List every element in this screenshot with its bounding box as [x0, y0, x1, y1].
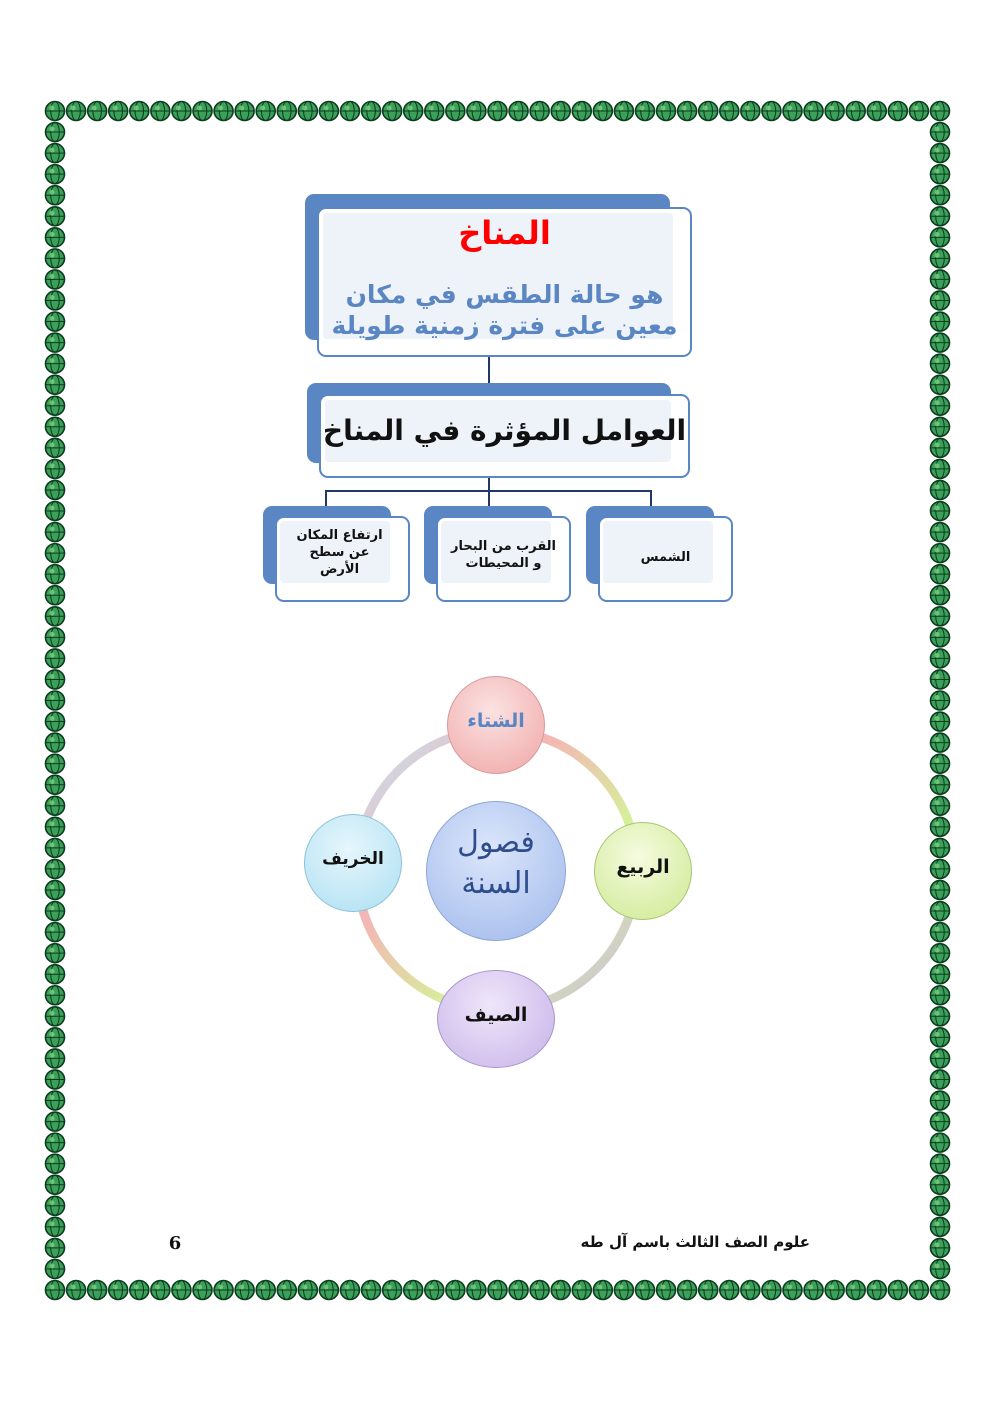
globe-icon — [362, 1281, 381, 1300]
globe-icon — [235, 102, 254, 121]
globe-icon — [804, 1281, 823, 1300]
factor-altitude-line1: ارتفاع المكان — [296, 528, 383, 543]
globe-icon — [931, 712, 950, 731]
globe-icon — [931, 375, 950, 394]
tree-drop-right — [650, 490, 652, 506]
globe-icon — [931, 291, 950, 310]
globe-icon — [446, 102, 465, 121]
globe-icon — [931, 944, 950, 963]
globe-icon — [931, 544, 950, 563]
globe-icon — [88, 1281, 107, 1300]
globe-icon — [931, 1133, 950, 1152]
globe-icon — [46, 880, 65, 899]
globe-icon — [931, 1091, 950, 1110]
globe-icon — [46, 986, 65, 1005]
globe-icon — [762, 1281, 781, 1300]
globe-icon — [425, 1281, 444, 1300]
globe-icon — [762, 102, 781, 121]
globe-icon — [151, 102, 170, 121]
tree-drop-left — [325, 490, 327, 506]
globe-icon — [172, 102, 191, 121]
globe-icon — [46, 417, 65, 436]
globe-icon — [46, 1070, 65, 1089]
globe-icon — [46, 796, 65, 815]
globe-icon — [46, 607, 65, 626]
globe-icon — [383, 1281, 402, 1300]
globe-icon — [846, 102, 865, 121]
climate-title: المناخ — [458, 214, 551, 252]
season-autumn-label: الخريف — [322, 849, 384, 869]
globe-icon — [46, 480, 65, 499]
globe-icon — [699, 102, 718, 121]
globe-icon — [931, 817, 950, 836]
globe-icon — [931, 838, 950, 857]
globe-icon — [46, 123, 65, 142]
globe-icon — [341, 102, 360, 121]
climate-definition-line2: معين على فترة زمنية طويلة — [331, 311, 678, 340]
globe-icon — [825, 1281, 844, 1300]
globe-icon — [46, 1175, 65, 1194]
globe-icon — [867, 1281, 886, 1300]
globe-icon — [931, 123, 950, 142]
globe-icon — [46, 375, 65, 394]
globe-icon — [931, 586, 950, 605]
globe-icon — [636, 1281, 655, 1300]
globe-icon — [572, 102, 591, 121]
globe-icon — [931, 228, 950, 247]
globe-icon — [130, 1281, 149, 1300]
globe-icon — [530, 1281, 549, 1300]
tree-drop-mid — [488, 490, 490, 506]
globe-icon — [593, 102, 612, 121]
globe-icon — [657, 1281, 676, 1300]
globe-icon — [931, 986, 950, 1005]
globe-icon — [46, 1281, 65, 1300]
globe-icon — [109, 102, 128, 121]
globe-icon — [931, 796, 950, 815]
factor-seas-line1: القرب من البحار — [450, 539, 557, 554]
globe-icon — [46, 1196, 65, 1215]
globe-icon — [46, 859, 65, 878]
globe-icon — [319, 1281, 338, 1300]
season-summer-label: الصيف — [464, 1004, 528, 1026]
season-spring-label: الربيع — [616, 856, 670, 878]
globe-icon — [931, 396, 950, 415]
connector-line — [488, 357, 490, 383]
globe-icon — [46, 396, 65, 415]
globe-icon — [888, 1281, 907, 1300]
globe-icon — [931, 775, 950, 794]
globe-icon — [235, 1281, 254, 1300]
globe-icon — [720, 102, 739, 121]
globe-icon — [46, 754, 65, 773]
globe-icon — [931, 1154, 950, 1173]
globe-icon — [509, 1281, 528, 1300]
globe-icon — [46, 186, 65, 205]
globe-icon — [46, 544, 65, 563]
factors-heading: العوامل المؤثرة في المناخ — [322, 414, 687, 447]
globe-icon — [530, 102, 549, 121]
globe-icon — [67, 1281, 86, 1300]
globe-icon — [109, 1281, 128, 1300]
globe-icon — [931, 1259, 950, 1278]
globe-icon — [678, 1281, 697, 1300]
globe-icon — [46, 1259, 65, 1278]
globe-icon — [931, 607, 950, 626]
factor-seas-line2: و المحيطات — [465, 556, 542, 571]
globe-icon — [46, 628, 65, 647]
globe-icon — [46, 312, 65, 331]
globe-icon — [46, 1049, 65, 1068]
globe-icon — [741, 102, 760, 121]
globe-icon — [720, 1281, 739, 1300]
globe-icon — [931, 1196, 950, 1215]
globe-icon — [425, 102, 444, 121]
globe-icon — [256, 102, 275, 121]
globe-icon — [931, 186, 950, 205]
globe-icon — [46, 1133, 65, 1152]
globe-icon — [741, 1281, 760, 1300]
globe-icon — [551, 102, 570, 121]
globe-icon — [319, 102, 338, 121]
globe-icon — [931, 333, 950, 352]
globe-icon — [46, 459, 65, 478]
globe-icon — [488, 102, 507, 121]
globe-icon — [46, 691, 65, 710]
globe-icon — [46, 165, 65, 184]
globe-icon — [151, 1281, 170, 1300]
globe-icon — [46, 354, 65, 373]
globe-icon — [931, 923, 950, 942]
globe-icon — [931, 102, 950, 121]
globe-icon — [383, 102, 402, 121]
globe-icon — [783, 1281, 802, 1300]
globe-icon — [931, 1112, 950, 1131]
globe-icon — [46, 228, 65, 247]
globe-icon — [46, 1112, 65, 1131]
globe-icon — [909, 1281, 928, 1300]
factor-sun-label: الشمس — [640, 550, 691, 565]
globe-icon — [551, 1281, 570, 1300]
globe-icon — [867, 102, 886, 121]
globe-icon — [46, 249, 65, 268]
globe-icon — [931, 859, 950, 878]
globe-icon — [46, 102, 65, 121]
globe-icon — [636, 102, 655, 121]
globe-icon — [931, 480, 950, 499]
globe-icon — [678, 102, 697, 121]
globe-icon — [572, 1281, 591, 1300]
globe-icon — [46, 502, 65, 521]
globe-icon — [193, 1281, 212, 1300]
globe-icon — [46, 1091, 65, 1110]
globe-icon — [46, 270, 65, 289]
globe-icon — [88, 102, 107, 121]
globe-icon — [46, 144, 65, 163]
seasons-center-line2: السنة — [461, 866, 531, 901]
globe-icon — [467, 1281, 486, 1300]
globe-icon — [46, 649, 65, 668]
globe-icon — [931, 459, 950, 478]
globe-icon — [193, 102, 212, 121]
seasons-center-line1: فصول — [457, 825, 535, 860]
globe-icon — [931, 249, 950, 268]
globe-icon — [277, 102, 296, 121]
globe-icon — [46, 944, 65, 963]
globe-icon — [931, 1070, 950, 1089]
globe-icon — [931, 565, 950, 584]
globe-icon — [341, 1281, 360, 1300]
globe-icon — [931, 628, 950, 647]
globe-icon — [888, 102, 907, 121]
globe-icon — [931, 207, 950, 226]
globe-icon — [931, 670, 950, 689]
globe-icon — [46, 902, 65, 921]
globe-icon — [67, 102, 86, 121]
globe-icon — [614, 1281, 633, 1300]
globe-icon — [214, 1281, 233, 1300]
globe-icon — [804, 102, 823, 121]
globe-icon — [931, 1217, 950, 1236]
globe-icon — [931, 1175, 950, 1194]
climate-definition-line1: هو حالة الطقس في مكان — [345, 280, 664, 309]
globe-icon — [46, 586, 65, 605]
globe-icon — [446, 1281, 465, 1300]
globe-icon — [256, 1281, 275, 1300]
globe-icon — [657, 102, 676, 121]
globe-icon — [130, 102, 149, 121]
globe-icon — [46, 733, 65, 752]
season-winter-label: الشتاء — [467, 710, 525, 732]
globe-icon — [467, 102, 486, 121]
globe-icon — [931, 354, 950, 373]
globe-icon — [46, 838, 65, 857]
globe-icon — [931, 417, 950, 436]
page-number: 6 — [168, 1233, 182, 1254]
globe-icon — [298, 1281, 317, 1300]
globe-icon — [931, 1049, 950, 1068]
globe-icon — [404, 102, 423, 121]
globe-icon — [46, 1154, 65, 1173]
globe-icon — [931, 754, 950, 773]
globe-icon — [931, 649, 950, 668]
globe-icon — [46, 1217, 65, 1236]
globe-icon — [931, 1281, 950, 1300]
globe-icon — [931, 902, 950, 921]
globe-icon — [46, 670, 65, 689]
globe-icon — [931, 733, 950, 752]
globe-icon — [931, 165, 950, 184]
factor-altitude-line2: عن سطح — [309, 545, 370, 560]
globe-icon — [46, 1238, 65, 1257]
globe-icon — [46, 291, 65, 310]
globe-icon — [46, 965, 65, 984]
globe-icon — [931, 312, 950, 331]
globe-icon — [46, 923, 65, 942]
globe-icon — [614, 102, 633, 121]
globe-icon — [931, 438, 950, 457]
globe-icon — [46, 712, 65, 731]
globe-icon — [931, 965, 950, 984]
globe-icon — [298, 102, 317, 121]
globe-icon — [509, 102, 528, 121]
globe-icon — [931, 691, 950, 710]
globe-icon — [931, 1238, 950, 1257]
globe-icon — [404, 1281, 423, 1300]
globe-icon — [931, 880, 950, 899]
globe-icon — [931, 270, 950, 289]
globe-icon — [46, 523, 65, 542]
factor-altitude-line3: الأرض — [319, 562, 360, 577]
globe-icon — [931, 502, 950, 521]
globe-icon — [46, 1028, 65, 1047]
globe-icon — [931, 1028, 950, 1047]
footer-credit: علوم الصف الثالث باسم آل طه — [580, 1233, 810, 1251]
globe-icon — [214, 102, 233, 121]
globe-icon — [931, 144, 950, 163]
globe-icon — [172, 1281, 191, 1300]
globe-icon — [931, 523, 950, 542]
globe-icon — [909, 102, 928, 121]
globe-icon — [593, 1281, 612, 1300]
globe-icon — [46, 207, 65, 226]
globe-icon — [46, 565, 65, 584]
globe-icon — [46, 1007, 65, 1026]
globe-icon — [783, 102, 802, 121]
globe-icon — [46, 775, 65, 794]
globe-icon — [488, 1281, 507, 1300]
globe-icon — [362, 102, 381, 121]
globe-icon — [699, 1281, 718, 1300]
globe-icon — [931, 1007, 950, 1026]
globe-icon — [846, 1281, 865, 1300]
globe-icon — [277, 1281, 296, 1300]
globe-icon — [46, 817, 65, 836]
globe-icon — [46, 438, 65, 457]
globe-icon — [825, 102, 844, 121]
globe-icon — [46, 333, 65, 352]
